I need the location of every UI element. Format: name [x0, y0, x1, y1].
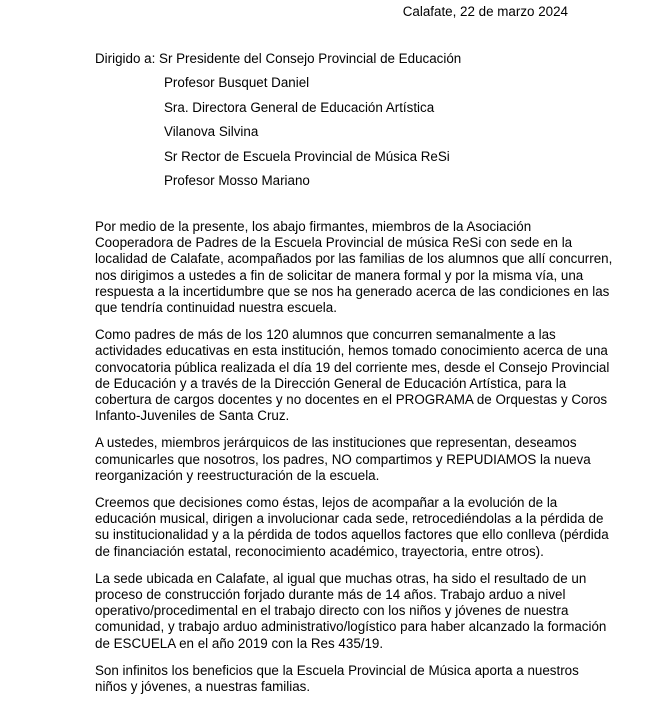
text-line: cobertura de cargos docentes y no docentes en el PROGRAMA de Orquestas y Coros	[95, 392, 608, 408]
text-line: comunicarles que nosotros, los padres, NO compartimos y REPUDIAMOS la nueva	[95, 451, 591, 467]
text-line: de financiación estatal, reconocimiento académico, trayectoria, entre otros).	[95, 543, 544, 559]
text-line: respuesta a la incertidumbre que se nos ha generado acerca de las condiciones en las	[95, 283, 610, 299]
paragraph-introduction	[95, 219, 613, 316]
text-line: Como padres de más de los 120 alumnos que concurren semanalmente a las	[95, 327, 556, 343]
paragraph-concerns	[95, 495, 609, 560]
recipient-line-5: Sr Rector de Escuela Provincial de Música ReSi	[164, 148, 450, 164]
text-line: su institucionalidad y a la pérdida de todos aquellos factores que ello conlleva (pérdida	[95, 527, 609, 543]
letter-date: Calafate, 22 de marzo 2024	[402, 4, 568, 19]
text-line: nos dirigimos a ustedes a fin de solicitar de manera formal y por la misma vía, una	[95, 267, 584, 283]
paragraph-position	[95, 435, 591, 484]
text-line: de ESCUELA en el año 2019 con la Res 435/19.	[95, 635, 384, 651]
paragraph-benefits	[95, 662, 579, 695]
text-line: proceso de construcción forjado durante más de 14 años. Trabajo arduo a nivel	[95, 587, 566, 603]
text-line: actividades educativas en esta institución, hemos tomado conocimiento acerca de una	[95, 343, 608, 359]
text-line: convocatoria pública realizada el día 19 del corriente mes, desde el Consejo Provincial	[95, 359, 610, 375]
letter-body	[95, 219, 613, 706]
recipients-prefix: Dirigido a:	[95, 51, 160, 66]
text-line: Infanto-Juveniles de Santa Cruz.	[95, 408, 290, 424]
text-line: operativo/procedimental en el trabajo directo con los niños y jóvenes de nuestra	[95, 603, 569, 619]
text-line: A ustedes, miembros jerárquicos de las instituciones que representan, deseamos	[95, 435, 577, 451]
text-line: Por medio de la presente, los abajo firmantes, miembros de la Asociación	[95, 219, 532, 234]
recipient-line-2: Profesor Busquet Daniel	[164, 75, 310, 91]
text-line: Cooperadora de Padres de la Escuela Provincial de música ReSi con sede en la	[95, 235, 573, 251]
recipient-text: Sr Presidente del Consejo Provincial de Educación	[159, 51, 462, 66]
text-line: Creemos que decisiones como éstas, lejos de acompañar a la evolución de la	[95, 495, 558, 511]
recipients-block	[95, 52, 615, 198]
recipient-line-1	[95, 52, 615, 76]
text-line: de Educación y a través de la Dirección General de Educación Artística, para la	[95, 375, 567, 391]
paragraph-history	[95, 570, 607, 652]
text-line: que tendría continuidad nuestra escuela.	[95, 300, 337, 316]
paragraph-context	[95, 327, 610, 424]
text-line: niños y jóvenes, a nuestras familias.	[95, 679, 311, 695]
text-line: comunidad, y trabajo arduo administrativo/logístico para haber alcanzado la formación	[95, 619, 607, 635]
text-line: La sede ubicada en Calafate, al igual que muchas otras, ha sido el resultado de un	[95, 570, 587, 586]
text-line: educación musical, dirigen a involucionar cada sede, retrocediéndolas a la pérdida de	[95, 511, 604, 527]
text-line: Son infinitos los beneficios que la Escuela Provincial de Música aporta a nuestros	[95, 662, 579, 678]
recipient-line-3: Sra. Directora General de Educación Artística	[164, 99, 435, 115]
recipient-line-4: Vilanova Silvina	[164, 124, 259, 140]
text-line: reorganización y reestructuración de la escuela.	[95, 467, 380, 483]
text-line: localidad de Calafate, acompañados por las familias de los alumnos que allí concurren,	[95, 251, 613, 267]
recipient-line-6: Profesor Mosso Mariano	[164, 172, 310, 188]
